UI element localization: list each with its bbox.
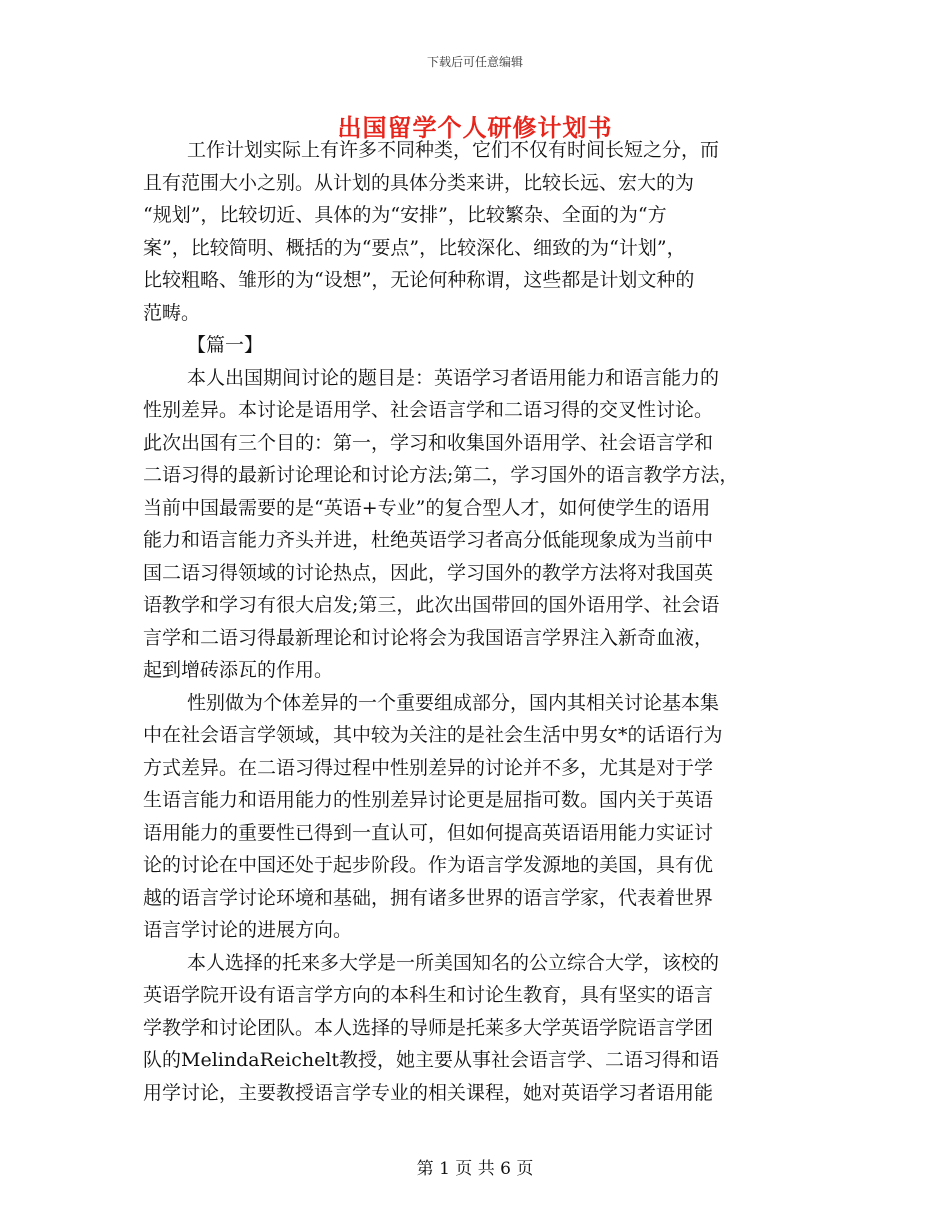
paragraph-line: 方式差异。在二语习得过程中性别差异的讨论并不多，尤其是对于学	[143, 756, 714, 779]
paragraph-line: 起到增砖添瓦的作用。	[143, 659, 334, 681]
paragraph-line: 此次出国有三个目的：第一，学习和收集国外语用学、社会语言学和	[143, 431, 714, 454]
paragraph-line: 语教学和学习有很大启发;第三，此次出国带回的国外语用学、社会语	[143, 594, 720, 616]
paragraph-line: 语用能力的重要性已得到一直认可，但如何提高英语语用能力实证讨	[143, 821, 714, 844]
paragraph-line: 性别做为个体差异的一个重要组成部分，国内其相关讨论基本集	[187, 691, 720, 714]
paragraph-line: 言学和二语习得最新理论和讨论将会为我国语言学界注入新奇血液，	[143, 626, 714, 649]
paragraph-line: 语言学讨论的进展方向。	[143, 919, 353, 941]
page-number-footer: 第 1 页 共 6 页	[416, 1159, 534, 1179]
paragraph-line: 学教学和讨论团队。本人选择的导师是托莱多大学英语学院语言学团	[143, 1016, 714, 1039]
paragraph-line: 论的讨论在中国还处于起步阶段。作为语言学发源地的美国，具有优	[143, 854, 714, 876]
document-title: 出国留学个人研修计划书	[337, 113, 613, 142]
paragraph-line: 本人选择的托来多大学是一所美国知名的公立综合大学，该校的	[187, 951, 720, 974]
paragraph-line: “规划”，比较切近、具体的为“安排”，比较繁杂、全面的为“方	[143, 204, 667, 226]
document-body	[143, 134, 808, 1109]
paragraph-line: 国二语习得领域的讨论热点，因此，学习国外的教学方法将对我国英	[143, 561, 714, 584]
paragraph-line: 比较粗略、雏形的为“设想”，无论何种称谓，这些都是计划文种的	[143, 269, 695, 291]
paragraph-line: 队的MelindaReichelt教授，她主要从事社会语言学、二语习得和语	[143, 1049, 720, 1071]
paragraph-line: 二语习得的最新讨论理论和讨论方法;第二，学习国外的语言教学方法，	[143, 464, 739, 486]
paragraph-line: 当前中国最需要的是“英语+专业”的复合型人才，如何使学生的语用	[143, 496, 711, 519]
paragraph-line: 工作计划实际上有许多不同种类，它们不仅有时间长短之分，而	[187, 139, 720, 161]
paragraph-line: 性别差异。本讨论是语用学、社会语言学和二语习得的交叉性讨论。	[143, 399, 714, 421]
page-header-note: 下载后可任意编辑	[426, 55, 523, 69]
paragraph-line: 英语学院开设有语言学方向的本科生和讨论生教育，具有坚实的语言	[143, 984, 714, 1006]
section-heading: 【篇一】	[187, 334, 264, 356]
paragraph-line: 且有范围大小之别。从计划的具体分类来讲，比较长远、宏大的为	[143, 171, 695, 194]
paragraph-line: 生语言能力和语用能力的性别差异讨论更是屈指可数。国内关于英语	[143, 789, 714, 811]
paragraph-line: 本人出国期间讨论的题目是：英语学习者语用能力和语言能力的	[187, 366, 720, 389]
paragraph-line: 案”，比较简明、概括的为“要点”，比较深化、细致的为“计划”，	[143, 236, 686, 259]
paragraph-line: 中在社会语言学领域，其中较为关注的是社会生活中男女*的话语行为	[143, 724, 723, 746]
paragraph-line: 能力和语言能力齐头并进，杜绝英语学习者高分低能现象成为当前中	[143, 529, 714, 551]
paragraph-line: 范畴。	[143, 301, 201, 324]
paragraph-line: 用学讨论，主要教授语言学专业的相关课程，她对英语学习者语用能	[143, 1081, 714, 1104]
paragraph-line: 越的语言学讨论环境和基础，拥有诸多世界的语言学家，代表着世界	[143, 886, 714, 909]
